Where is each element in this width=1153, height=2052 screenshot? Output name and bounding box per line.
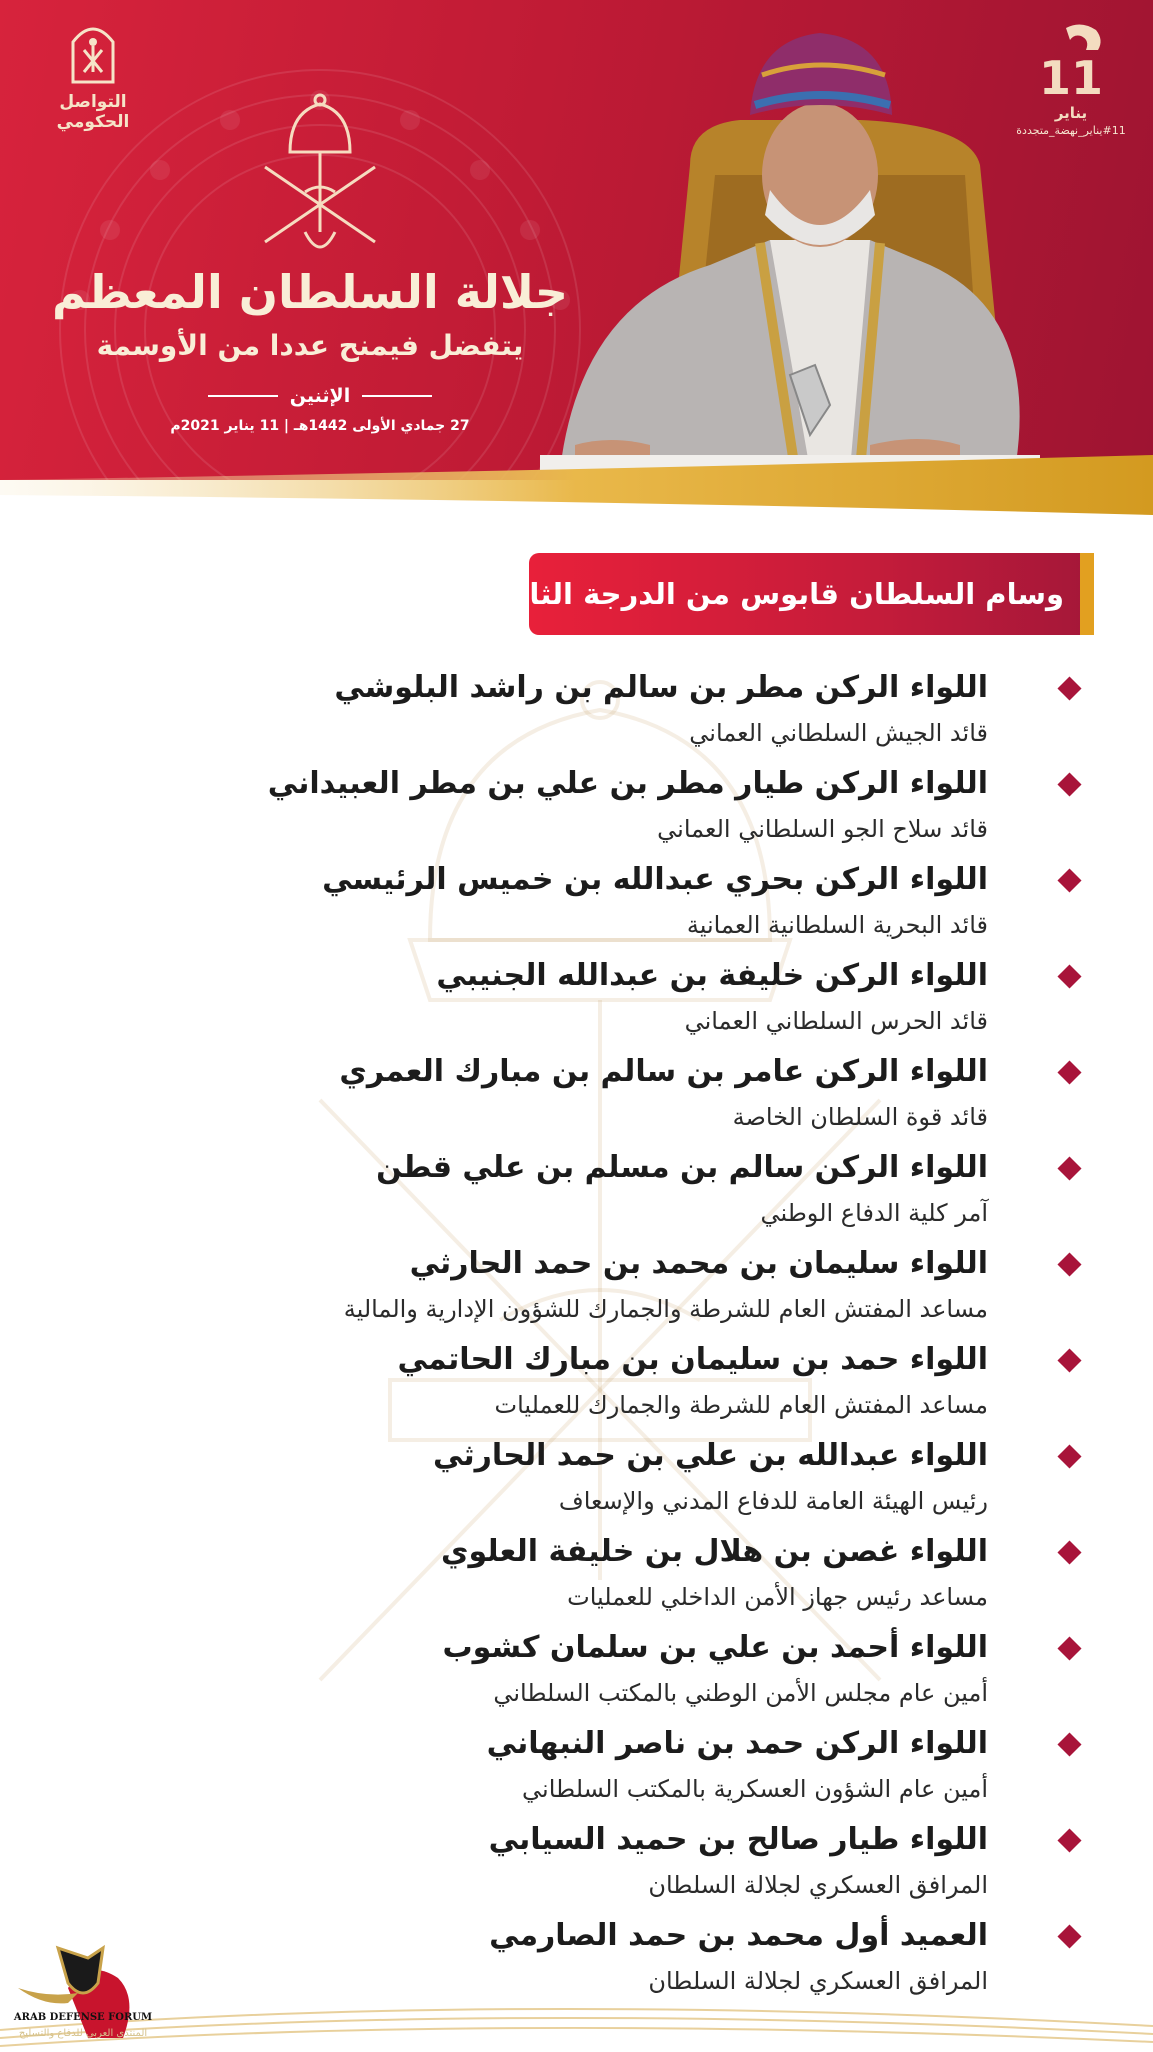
divider-line: [362, 395, 432, 397]
awardee-role: قائد الجيش السلطاني العماني: [689, 719, 988, 747]
list-item: [180, 1620, 1010, 1716]
list-item: [180, 948, 1010, 1044]
diamond-bullet-icon: [1057, 1828, 1081, 1852]
list-item: [180, 1428, 1010, 1524]
divider-line: [208, 395, 278, 397]
header-banner: [0, 0, 1153, 480]
banner-date: 27 جمادي الأولى 1442هـ | 11 يناير 2021م: [170, 418, 470, 434]
awardee-name: اللواء الركن خليفة بن عبدالله الجنيبي: [436, 958, 988, 993]
awardee-role: قائد سلاح الجو السلطاني العماني: [657, 815, 988, 843]
awardee-name: اللواء عبدالله بن علي بن حمد الحارثي: [433, 1438, 988, 1473]
awardee-name: اللواء حمد بن سليمان بن مبارك الحاتمي: [397, 1342, 988, 1377]
banner-subtitle: يتفضل فيمنح عددا من الأوسمة: [96, 329, 524, 362]
list-item: [180, 1812, 1010, 1908]
list-item: [180, 1524, 1010, 1620]
list-item: [180, 1332, 1010, 1428]
adf-logo-name: ARAB DEFENSE FORUM: [13, 2012, 153, 2023]
awardee-role: المرافق العسكري لجلالة السلطان: [648, 1967, 988, 1995]
diamond-bullet-icon: [1057, 1924, 1081, 1948]
diamond-bullet-icon: [1057, 1156, 1081, 1180]
arab-defense-forum-logo: [8, 1938, 158, 2048]
list-item: [180, 756, 1010, 852]
list-item: [180, 1140, 1010, 1236]
jan-logo-word: يناير: [1054, 104, 1088, 122]
diamond-bullet-icon: [1057, 1636, 1081, 1660]
list-item: [180, 660, 1010, 756]
diamond-bullet-icon: [1057, 1444, 1081, 1468]
gov-logo-text: التواصل الحكومي: [56, 92, 130, 132]
list-item: [180, 1236, 1010, 1332]
section-header-accent: [1080, 553, 1094, 635]
government-communication-logo: [38, 20, 148, 132]
diamond-bullet-icon: [1057, 868, 1081, 892]
banner-day: الإثنين: [289, 385, 351, 407]
hashtag: #11يناير_نهضة_متجددة: [1016, 124, 1126, 137]
awardee-role: مساعد رئيس جهاز الأمن الداخلي للعمليات: [567, 1583, 988, 1611]
awardee-name: اللواء الركن مطر بن سالم بن راشد البلوشي: [334, 670, 988, 705]
awardee-name: اللواء سليمان بن محمد بن حمد الحارثي: [409, 1246, 988, 1281]
awardee-name: اللواء الركن عامر بن سالم بن مبارك العمري: [339, 1054, 988, 1089]
awardee-name: اللواء الركن طيار مطر بن علي بن مطر العبيداني: [267, 766, 988, 801]
awardee-role: أمين عام مجلس الأمن الوطني بالمكتب السلطاني: [493, 1679, 988, 1707]
jan-logo-number: 11: [1038, 51, 1104, 100]
awardee-role: قائد قوة السلطان الخاصة: [732, 1103, 988, 1131]
diamond-bullet-icon: [1057, 772, 1081, 796]
awardee-role: آمر كلية الدفاع الوطني: [760, 1199, 988, 1227]
list-item: [180, 1044, 1010, 1140]
awardee-role: قائد الحرس السلطاني العماني: [684, 1007, 988, 1035]
awardee-name: اللواء الركن بحري عبدالله بن خميس الرئيسي: [322, 862, 988, 897]
diamond-bullet-icon: [1057, 1540, 1081, 1564]
khanjar-crown-emblem-icon: [245, 92, 395, 267]
awardee-role: أمين عام الشؤون العسكرية بالمكتب السلطاني: [522, 1775, 988, 1803]
sultan-portrait: [540, 15, 1040, 470]
banner-title: جلالة السلطان المعظم: [52, 265, 568, 319]
banner-day-row: [185, 380, 455, 412]
bottom-gold-lines: [0, 1990, 1153, 2048]
awardee-name: اللواء الركن حمد بن ناصر النبهاني: [486, 1726, 988, 1761]
list-item: [180, 1716, 1010, 1812]
awardee-name: اللواء أحمد بن علي بن سلمان كشوب: [442, 1630, 988, 1665]
diamond-bullet-icon: [1057, 676, 1081, 700]
awards-list: [180, 660, 1010, 2010]
section-header: [489, 553, 1094, 635]
awardee-role: رئيس الهيئة العامة للدفاع المدني والإسعاف: [558, 1487, 988, 1515]
awardee-role: مساعد المفتش العام للشرطة والجمارك للعمليات: [494, 1391, 988, 1419]
diamond-bullet-icon: [1057, 1348, 1081, 1372]
awardee-role: مساعد المفتش العام للشرطة والجمارك للشؤون الإدارية والمالية: [343, 1295, 988, 1323]
diamond-bullet-icon: [1057, 964, 1081, 988]
awardee-role: المرافق العسكري لجلالة السلطان: [648, 1871, 988, 1899]
awardee-name: اللواء غصن بن هلال بن خليفة العلوي: [440, 1534, 988, 1569]
diamond-bullet-icon: [1057, 1252, 1081, 1276]
awardee-name: اللواء طيار صالح بن حميد السيابي: [488, 1822, 988, 1857]
diamond-bullet-icon: [1057, 1732, 1081, 1756]
omani-emblem-icon: [68, 20, 118, 84]
awardee-role: قائد البحرية السلطانية العمانية: [686, 911, 988, 939]
gold-swoosh-decoration: [0, 455, 1153, 525]
list-item: [180, 852, 1010, 948]
awardee-name: العميد أول محمد بن حمد الصارمي: [489, 1918, 988, 1953]
awardee-name: اللواء الركن سالم بن مسلم بن علي قطن: [376, 1150, 988, 1185]
section-title: وسام السلطان قابوس من الدرجة الثانية: [489, 577, 1064, 611]
adf-logo-arabic: المنتدى العربي للدفاع والتسليح: [18, 2028, 148, 2039]
diamond-bullet-icon: [1057, 1060, 1081, 1084]
